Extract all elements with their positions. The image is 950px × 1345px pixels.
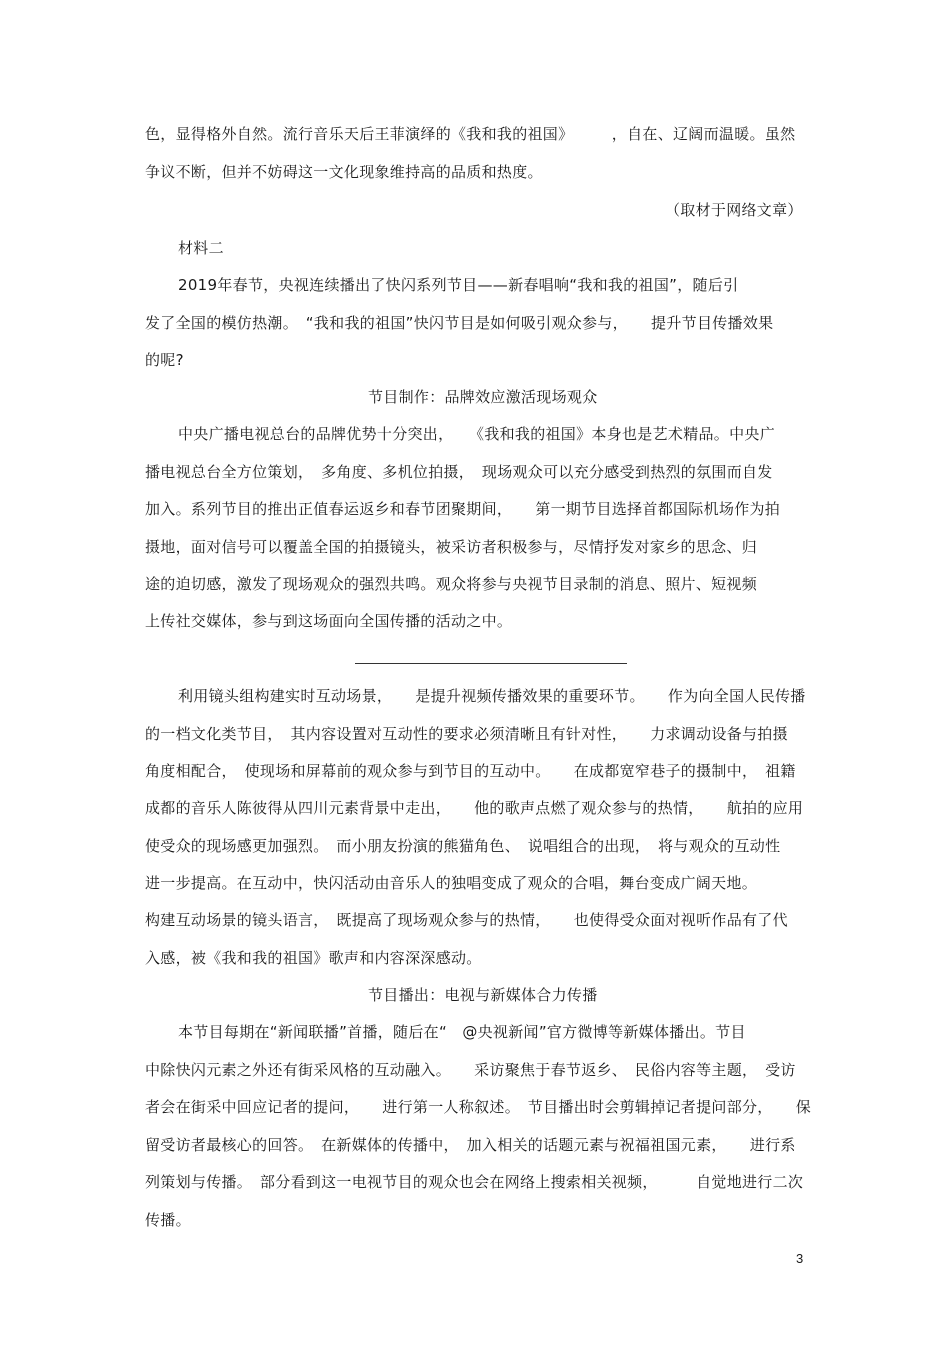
text-line: 色，显得格外自然。流行音乐天后王菲演绎的《我和我的祖国》 ，自在、辽阔而温暖。虽然 — [145, 125, 796, 143]
text-line: 途的迫切感，激发了现场观众的强烈共鸣。观众将参与央视节目录制的消息、照片、短视频 — [145, 575, 758, 593]
section-heading: 节目制作：品牌效应激活现场观众 — [368, 388, 598, 406]
section-label: 材料二 — [178, 239, 224, 257]
text-line: 传播。 — [145, 1211, 191, 1229]
text-line: 本节目每期在“新闻联播”首播，随后在“ @央视新闻”官方微博等新媒体播出。节目 — [178, 1023, 746, 1041]
page-number: 3 — [796, 1251, 804, 1266]
text-line: 者会在街采中回应记者的提问， 进行第一人称叙述。 节目播出时会剪辑掉记者提问部分， 保 — [145, 1098, 812, 1116]
section-heading: 节目播出：电视与新媒体合力传播 — [368, 986, 598, 1004]
text-line: 构建互动场景的镜头语言， 既提高了现场观众参与的热情， 也使得受众面对视听作品有了代 — [145, 911, 788, 929]
text-line: 发了全国的模仿热潮。 “我和我的祖国”快闪节目是如何吸引观众参与， 提升节目传播效果 — [145, 314, 774, 332]
text-line: 播电视总台全方位策划， 多角度、多机位拍摄， 现场观众可以充分感受到热烈的氛围而自发 — [145, 463, 773, 481]
text-line: 列策划与传播。 部分看到这一电视节目的观众也会在网络上搜索相关视频， 自觉地进行二次 — [145, 1173, 804, 1191]
text-line: 中除快闪元素之外还有街采风格的互动融入。 采访聚焦于春节返乡、 民俗内容等主题， 受访 — [145, 1061, 796, 1079]
text-line: 留受访者最核心的回答。 在新媒体的传播中， 加入相关的话题元素与祝福祖国元素， 进行系 — [145, 1136, 796, 1154]
source-note: （取材于网络文章） — [665, 201, 803, 219]
text-line: 利用镜头组构建实时互动场景， 是提升视频传播效果的重要环节。 作为向全国人民传播 — [178, 687, 806, 705]
text-line: 2019年春节，央视连续播出了快闪系列节目——新春唱响“我和我的祖国”，随后引 — [178, 276, 739, 294]
text-line: 争议不断，但并不妨碍这一文化现象维持高的品质和热度。 — [145, 163, 543, 181]
text-line: 入感，被《我和我的祖国》歌声和内容深深感动。 — [145, 949, 482, 967]
text-line: 角度相配合， 使现场和屏幕前的观众参与到节目的互动中。 在成都宽窄巷子的摄制中， 祖籍 — [145, 762, 796, 780]
text-line: 使受众的现场感更加强烈。 而小朋友扮演的熊猫角色、 说唱组合的出现， 将与观众的互动性 — [145, 837, 781, 855]
text-line: 成都的音乐人陈彼得从四川元素背景中走出， 他的歌声点燃了观众参与的热情， 航拍的应用 — [145, 799, 804, 817]
blank-answer-line — [355, 663, 627, 664]
text-line: 加入。系列节目的推出正值春运返乡和春节团聚期间， 第一期节目选择首都国际机场作为拍 — [145, 500, 781, 518]
text-line: 中央广播电视总台的品牌优势十分突出， 《我和我的祖国》本身也是艺术精品。中央广 — [178, 425, 776, 443]
text-line: 摄地，面对信号可以覆盖全国的拍摄镜头，被采访者积极参与，尽情抒发对家乡的思念、归 — [145, 538, 758, 556]
text-line: 的一档文化类节目， 其内容设置对互动性的要求必须清晰且有针对性， 力求调动设备与拍摄 — [145, 725, 788, 743]
text-line: 进一步提高。在互动中，快闪活动由音乐人的独唱变成了观众的合唱，舞台变成广阔天地。 — [145, 874, 758, 892]
text-line: 上传社交媒体，参与到这场面向全国传播的活动之中。 — [145, 612, 513, 630]
text-line: 的呢? — [145, 351, 184, 369]
